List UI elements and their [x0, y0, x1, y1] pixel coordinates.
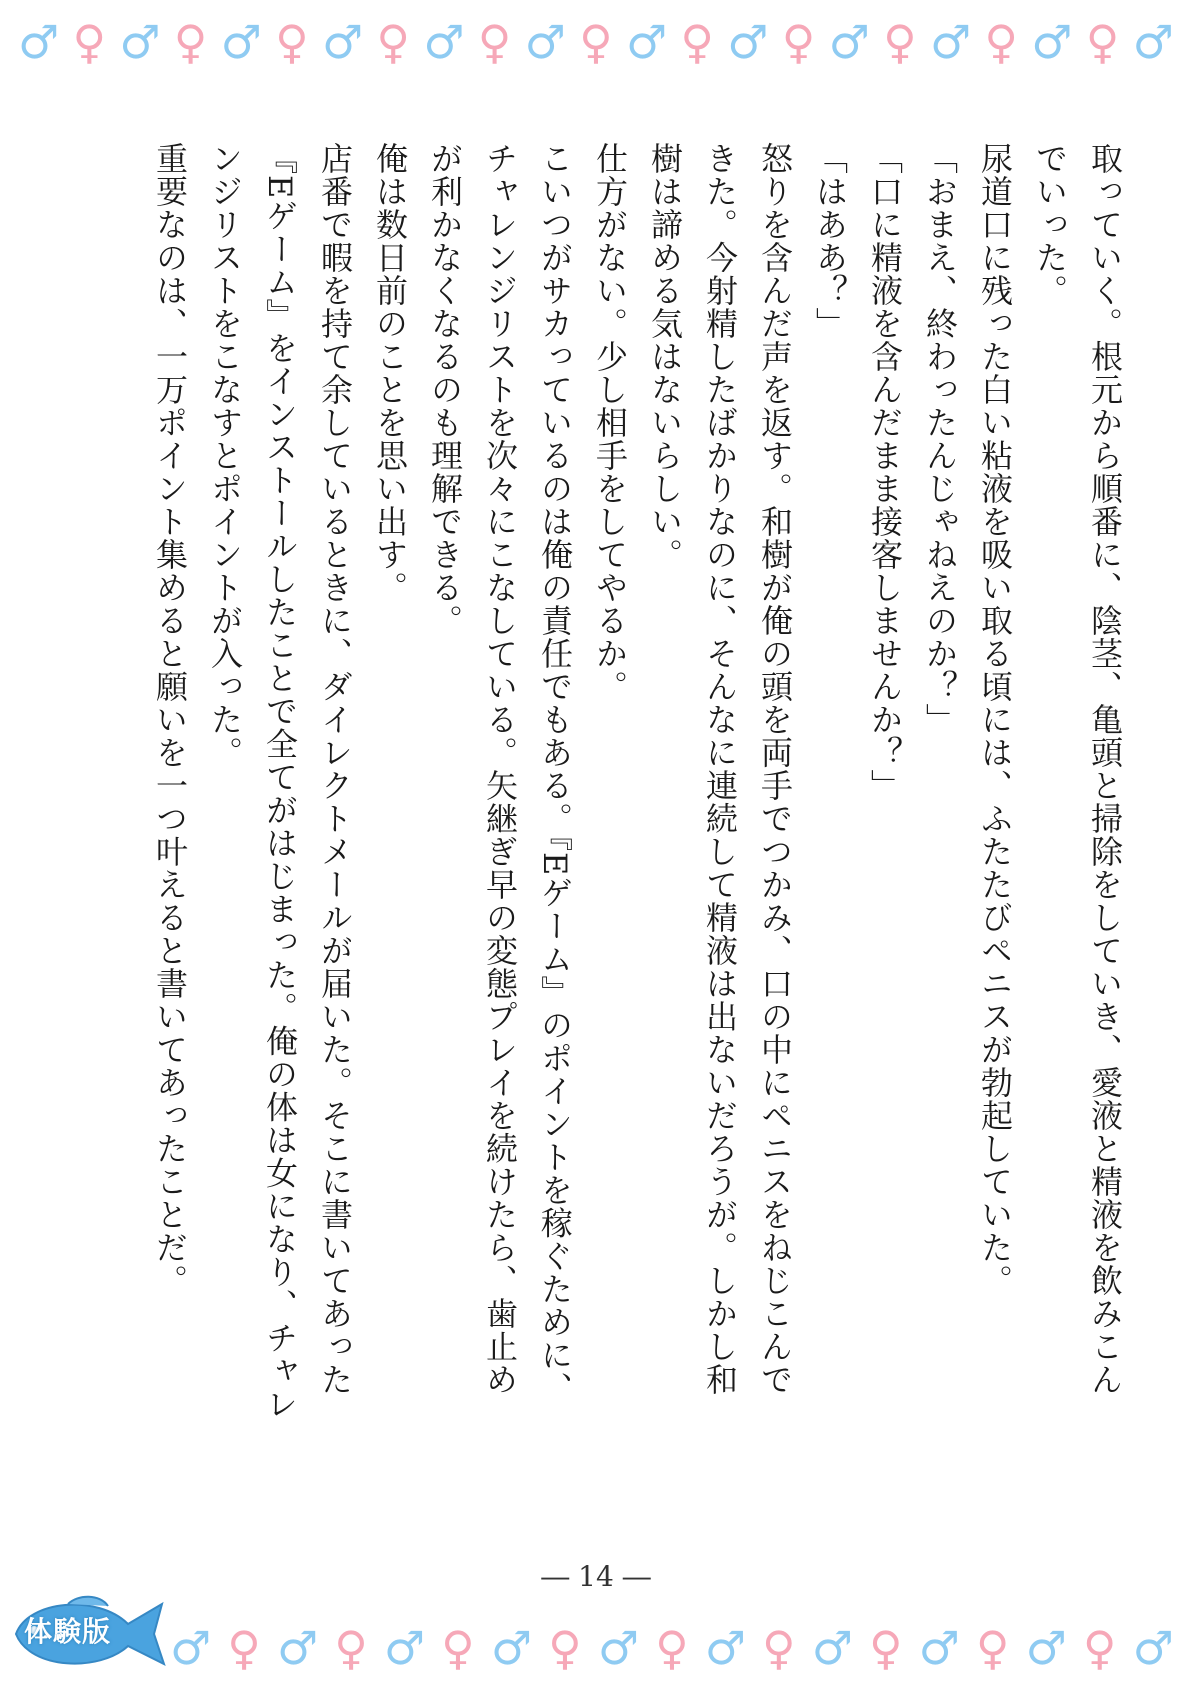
male-symbol-icon: ♂	[625, 15, 668, 69]
male-symbol-icon: ♂	[828, 15, 870, 69]
paragraph: 尿道口に残った白い粘液を吸い取る頃には、ふたたびペニスが勃起していた。	[976, 142, 1014, 1297]
male-symbol-icon: ♂	[490, 1621, 533, 1675]
male-symbol-icon: ♂	[423, 15, 465, 69]
paragraph: 俺は数日前のことを思い出す。	[371, 142, 409, 604]
female-symbol-icon: ♀	[173, 15, 208, 69]
male-symbol-icon: ♂	[524, 15, 566, 69]
paragraph: こいつがサカっているのは俺の責任でもある。『Eゲーム』のポイントを稼ぐために、チャレンジリストを次々にこなしている。矢継ぎ早の変態プレイを続けたら、歯止めが利かなくなるのも理解できる。	[426, 142, 574, 1405]
paragraph: 仕方がない。少し相手をしてやるか。	[591, 142, 629, 703]
male-symbol-icon: ♂	[18, 15, 60, 69]
female-symbol-icon: ♀	[883, 15, 917, 69]
male-symbol-icon: ♂	[918, 1621, 960, 1675]
female-symbol-icon: ♀	[1082, 1621, 1117, 1675]
male-symbol-icon: ♂	[220, 15, 262, 69]
top-symbol-border	[0, 12, 1192, 72]
dialogue-line: 「口に精液を含んだまま接客しませんか？」	[866, 142, 904, 802]
male-symbol-icon: ♂	[929, 15, 972, 69]
male-symbol-icon: ♂	[704, 1621, 747, 1675]
paragraph: 店番で暇を持て余しているときに、ダイレクトメールが届いた。そこに書いてあった『Eゲーム』をインストールしたことで全てがはじまった。俺の体は女になり、チャレンジリストをこなすとポイントが入った。	[206, 142, 354, 1421]
female-symbol-icon: ♀	[868, 1621, 903, 1675]
male-symbol-icon: ♂	[727, 15, 769, 69]
male-symbol-icon: ♂	[321, 15, 364, 69]
page-number: ― 14 ―	[541, 1560, 651, 1593]
female-symbol-icon: ♀	[579, 15, 613, 69]
trial-label: 体験版	[24, 1615, 112, 1648]
female-symbol-icon: ♀	[477, 15, 512, 69]
female-symbol-icon: ♀	[275, 15, 309, 69]
male-symbol-icon: ♂	[597, 1621, 640, 1675]
male-symbol-icon: ♂	[119, 15, 161, 69]
male-symbol-icon: ♂	[1031, 15, 1073, 69]
female-symbol-icon: ♀	[655, 1621, 689, 1675]
female-symbol-icon: ♀	[975, 1621, 1010, 1675]
bottom-symbol-border	[0, 1618, 1192, 1678]
female-symbol-icon: ♀	[762, 1621, 796, 1675]
dialogue-line: 「おまえ、終わったんじゃねえのか？」	[921, 142, 959, 736]
male-symbol-icon: ♂	[811, 1621, 853, 1675]
female-symbol-icon: ♀	[72, 15, 107, 69]
paragraph: 怒りを含んだ声を返す。和樹が俺の頭を両手でつかみ、口の中にペニスをねじこんできた。今射精したばかりなのに、そんなに連続して精液は出ないだろうが。しかし和樹は諦める気はないらしい。	[646, 142, 794, 1396]
male-symbol-icon: ♂	[1025, 1621, 1067, 1675]
female-symbol-icon: ♀	[1085, 15, 1120, 69]
male-symbol-icon: ♂	[276, 1621, 319, 1675]
paragraph: 取っていく。根元から順番に、陰茎、亀頭と掃除をしていき、愛液と精液を飲みこんでいった。	[1031, 142, 1124, 1396]
paragraph: 重要なのは、一万ポイント集めると願いを一つ叶えると書いてあったことだ。	[151, 142, 189, 1297]
female-symbol-icon: ♀	[376, 15, 411, 69]
male-symbol-icon: ♂	[1132, 15, 1174, 69]
female-symbol-icon: ♀	[227, 1621, 261, 1675]
female-symbol-icon: ♀	[781, 15, 816, 69]
female-symbol-icon: ♀	[984, 15, 1019, 69]
vertical-text-body	[92, 142, 1132, 1422]
male-symbol-icon: ♂	[383, 1621, 426, 1675]
dialogue-line: 「はああ？」	[811, 142, 849, 340]
male-symbol-icon: ♂	[170, 1621, 212, 1675]
female-symbol-icon: ♀	[334, 1621, 368, 1675]
female-symbol-icon: ♀	[680, 15, 715, 69]
female-symbol-icon: ♀	[441, 1621, 475, 1675]
female-symbol-icon: ♀	[548, 1621, 582, 1675]
male-symbol-icon: ♂	[1132, 1621, 1174, 1675]
